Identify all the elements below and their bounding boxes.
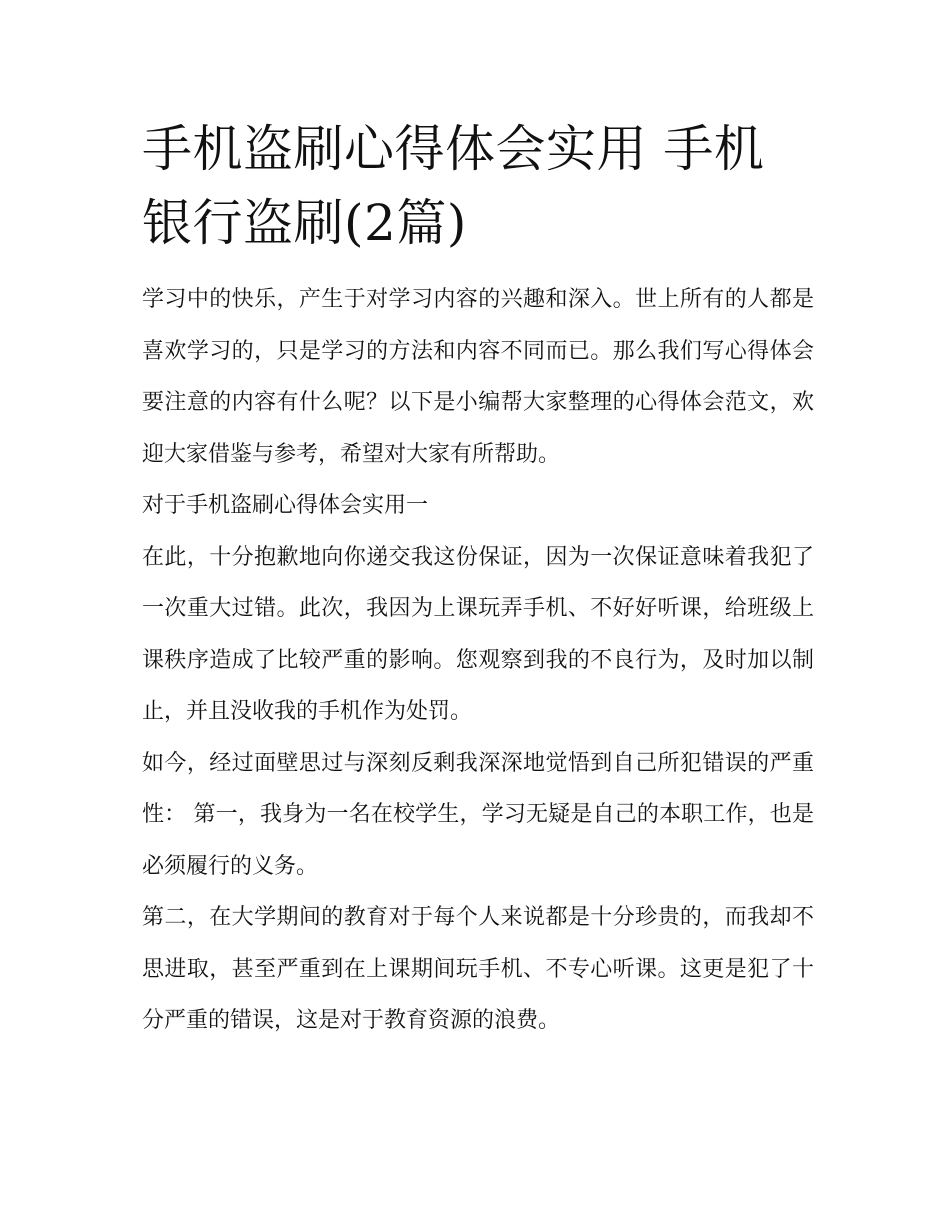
body-paragraph: 在此，十分抱歉地向你递交我这份保证，因为一次保证意味着我犯了一次重大过错。此次，我因为上课玩弄手机、不好好听课，给班级上课秩序造成了比较严重的影响。您观察到我的不良行为，及时加以制止，并且没收我的手机作为处罚。 xyxy=(142,544,814,724)
document-page xyxy=(142,112,814,1047)
intro-paragraph: 学习中的快乐，产生于对学习内容的兴趣和深入。世上所有的人都是喜欢学习的，只是学习的方法和内容不同而已。那么我们写心得体会要注意的内容有什么呢？以下是小编帮大家整理的心得体会范文，欢迎大家借鉴与参考，希望对大家有所帮助。 xyxy=(142,287,814,467)
document-title: 手机盗刷心得体会实用 手机银行盗刷(2篇) xyxy=(142,120,765,252)
body-paragraph: 如今，经过面壁思过与深刻反剩我深深地觉悟到自己所犯错误的严重性： 第一，我身为一名在校学生，学习无疑是自己的本职工作，也是必须履行的义务。 xyxy=(142,750,814,879)
body-paragraph: 第二，在大学期间的教育对于每个人来说都是十分珍贵的，而我却不思进取，甚至严重到在上课期间玩手机、不专心听课。这更是犯了十分严重的错误，这是对于教育资源的浪费。 xyxy=(142,905,814,1033)
section-heading: 对于手机盗刷心得体会实用一 xyxy=(142,493,429,518)
